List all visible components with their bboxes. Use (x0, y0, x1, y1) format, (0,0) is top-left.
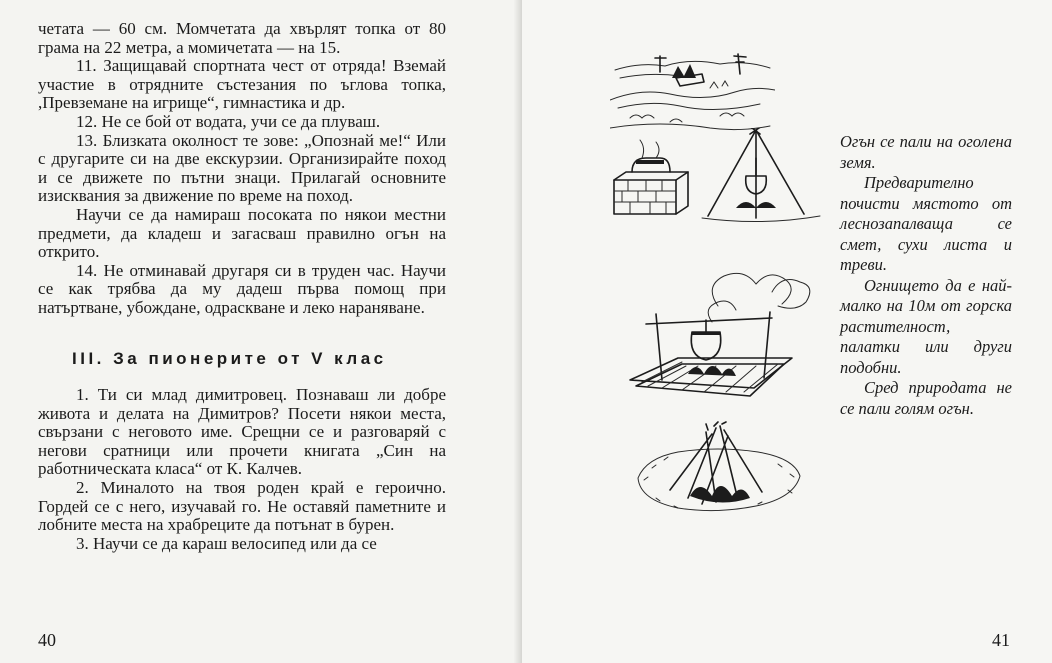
paragraph-14: 14. Не отминавай другаря си в труден час. Научи се как трябва да му дадеш първа помощ при натъртване, убождане, одраскване и леко нараняване. (38, 260, 446, 317)
caption-line-4: Сред природата не се пали голям огън. (840, 378, 1012, 418)
section-heading: III. За пионерите от V клас (72, 348, 387, 368)
page-number-right: 41 (992, 630, 1010, 650)
left-page (0, 0, 520, 663)
caption-line-1: Огън се пали на оголена земя. (840, 132, 1012, 172)
paragraph-13: 13. Близката околност те зове: „Опознай ме!“ Или с другарите си на две екскурзии. Организирайте поход и се движете по пътни знаци. Прилагай основните изисквания за движение по време на поход. (38, 130, 446, 206)
log-teepee-fire-illustration (628, 420, 808, 520)
caption-line-2: Предварително почисти мястото от леснозапалваща се смет, сухи листа и треви. (840, 173, 1012, 274)
paragraph-orientation: Научи се да намираш посоката по някои местни предмети, да кладеш и загасваш правилно огън на открито. (38, 204, 446, 262)
stone-stove-and-tripod-illustration (606, 128, 831, 228)
fire-safety-caption (840, 132, 1012, 419)
page-number-left: 40 (38, 630, 56, 650)
paragraph-v-3: 3. Научи се да караш велосипед или да се (76, 533, 377, 553)
paragraph-12: 12. Не се бой от водата, учи се да плуваш. (76, 111, 381, 131)
left-page-text (38, 20, 446, 553)
campfire-landscape-illustration (610, 48, 775, 138)
pot-over-firepit-illustration (622, 262, 812, 412)
caption-line-3: Огнището да е най-малко на 10м от горска растителност, палатки или други подобни. (840, 275, 1012, 377)
paragraph-v-1: 1. Ти си млад димитровец. Познаваш ли добре живота и делата на Димитров? Посети някои места, свързани с неговото име. Срещни се и разговаряй с негови сратници или прочети книгата „Син на работническата класа“ от К. Калчев. (38, 385, 446, 479)
paragraph-1: четата — 60 см. Момчетата да хвърлят топка от 80 грама на 22 метра, а момичетата — на 15. (38, 19, 446, 57)
paragraph-11: 11. Защищавай спортната чест от отряда! Вземай участие в отрядните състезания по ъглова топка, ,Превземане на игрище“, гимнастика и др. (38, 56, 446, 113)
paragraph-v-2: 2. Миналото на твоя роден край е героично. Гордей се с него, изучавай го. Не оставяй паметните и лобните места на храбреците да потънат в бурен. (38, 478, 446, 535)
